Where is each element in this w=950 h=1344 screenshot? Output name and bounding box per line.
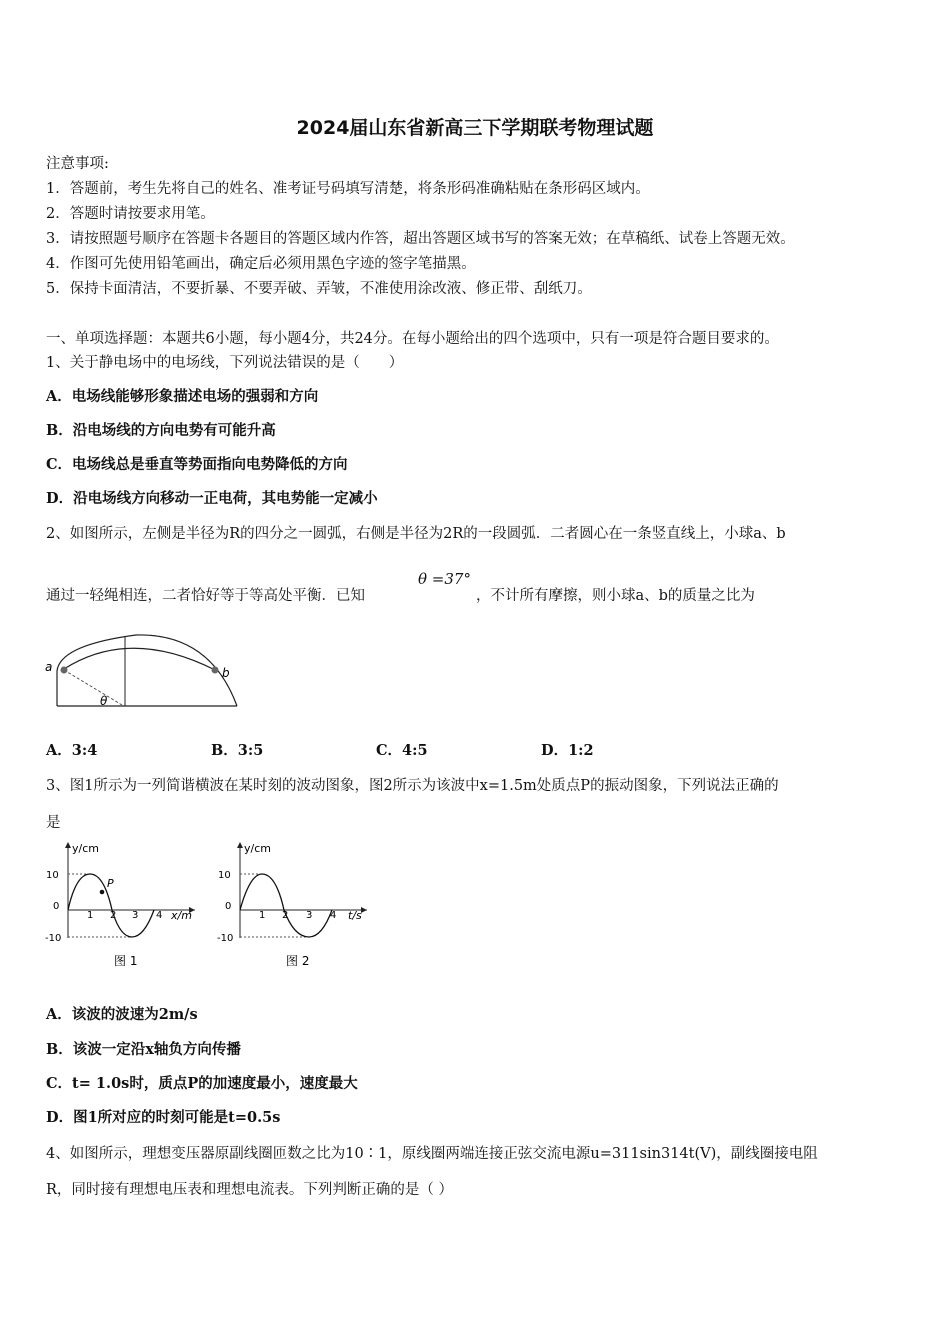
fig2-ytick: -10 [217, 933, 234, 944]
fig1-ytick: -10 [45, 933, 62, 944]
q2-option-c: C．4:5 [376, 742, 428, 759]
ball-a [61, 667, 68, 674]
q1-option-c: C．电场线总是垂直等势面指向电势降低的方向 [46, 456, 348, 473]
q2-stem-line1: 2、如图所示，左侧是半径为R的四分之一圆弧，右侧是半径为2R的一段圆弧．二者圆心在一条竖直线上，小球a、b [46, 526, 786, 542]
q3-option-b: B．该波一定沿x轴负方向传播 [46, 1041, 241, 1058]
fig1-point-label: P [107, 877, 114, 890]
fig1-xtick: 1 [87, 910, 94, 921]
notice-item: 2．答题时请按要求用笔。 [46, 206, 215, 222]
q2-option-d: D．1:2 [541, 742, 594, 759]
fig2-xtick: 2 [282, 910, 289, 921]
q3-option-c: C．t= 1.0s时，质点P的加速度最小，速度最大 [46, 1075, 358, 1092]
q3-stem-line1: 3、图1所示为一列简谐横波在某时刻的波动图象，图2所示为该波中x=1.5m处质点P的振动图象，下列说法正确的 [46, 778, 779, 794]
fig1-xlabel: x/m [171, 909, 192, 922]
notice-item: 4．作图可先使用铅笔画出，确定后必须用黑色字迹的签字笔描黑。 [46, 256, 476, 272]
fig2-ytick: 10 [218, 870, 231, 881]
q3-stem-line2: 是 [46, 815, 61, 831]
q2-stem-line2b: ，不计所有摩擦，则小球a、b的质量之比为 [476, 588, 755, 604]
q1-option-b: B．沿电场线的方向电势有可能升高 [46, 422, 276, 439]
fig2-caption: 图 2 [286, 954, 310, 968]
q3-option-d: D．图1所对应的时刻可能是t=0.5s [46, 1109, 281, 1126]
fig2-ylabel: y/cm [244, 842, 271, 855]
label-b: b [222, 666, 230, 680]
label-a: a [45, 660, 53, 674]
fig2-ytick: 0 [225, 901, 232, 912]
q3-wave-figure-1 [40, 838, 200, 973]
q3-option-a: A．该波的波速为2m/s [46, 1006, 198, 1023]
q1-stem: 1、关于静电场中的电场线，下列说法错误的是（ ） [46, 355, 404, 371]
q3-wave-figure-2 [212, 838, 372, 973]
q2-formula: θ =37° [418, 570, 471, 588]
notice-heading: 注意事项: [46, 156, 109, 172]
fig2-xtick: 4 [330, 910, 337, 921]
q2-option-a: A．3:4 [46, 742, 98, 759]
notice-item: 1．答题前，考生先将自己的姓名、准考证号码填写清楚，将条形码准确粘贴在条形码区域内。 [46, 181, 650, 197]
notice-item: 3．请按照题号顺序在答题卡各题目的答题区域内作答，超出答题区域书写的答案无效；在草稿纸、试卷上答题无效。 [46, 231, 795, 247]
fig1-xtick: 4 [156, 910, 163, 921]
fig2-xtick: 1 [259, 910, 266, 921]
q4-stem-line1: 4、如图所示，理想变压器原副线圈匝数之比为10∶1，原线圈两端连接正弦交流电源u=311sin314t(V)，副线圈接电阻 [46, 1146, 818, 1162]
label-theta: θ [100, 694, 108, 708]
fig1-caption: 图 1 [114, 954, 138, 968]
q2-arc-figure [40, 625, 245, 715]
ball-b [212, 667, 219, 674]
fig2-xlabel: t/s [348, 909, 362, 922]
q1-option-a: A．电场线能够形象描述电场的强弱和方向 [46, 388, 319, 405]
fig1-ytick: 10 [46, 870, 59, 881]
page-title: 2024届山东省新高三下学期联考物理试题 [296, 117, 654, 139]
q1-option-d: D．沿电场线方向移动一正电荷，其电势能一定减小 [46, 490, 378, 507]
notice-item: 5．保持卡面清洁，不要折暴、不要弄破、弄皱，不准使用涂改液、修正带、刮纸刀。 [46, 281, 592, 297]
fig1-xtick: 3 [132, 910, 139, 921]
fig1-ytick: 0 [53, 901, 60, 912]
fig1-ylabel: y/cm [72, 842, 99, 855]
q4-stem-line2: R，同时接有理想电压表和理想电流表。下列判断正确的是（ ） [46, 1182, 454, 1198]
fig1-xtick: 2 [110, 910, 117, 921]
fig2-xtick: 3 [306, 910, 313, 921]
q2-stem-line2a: 通过一轻绳相连，二者恰好等于等高处平衡．已知 [46, 588, 365, 604]
q2-option-b: B．3:5 [211, 742, 264, 759]
section-heading: 一、单项选择题：本题共6小题，每小题4分，共24分。在每小题给出的四个选项中，只有一项是符合题目要求的。 [46, 331, 779, 347]
